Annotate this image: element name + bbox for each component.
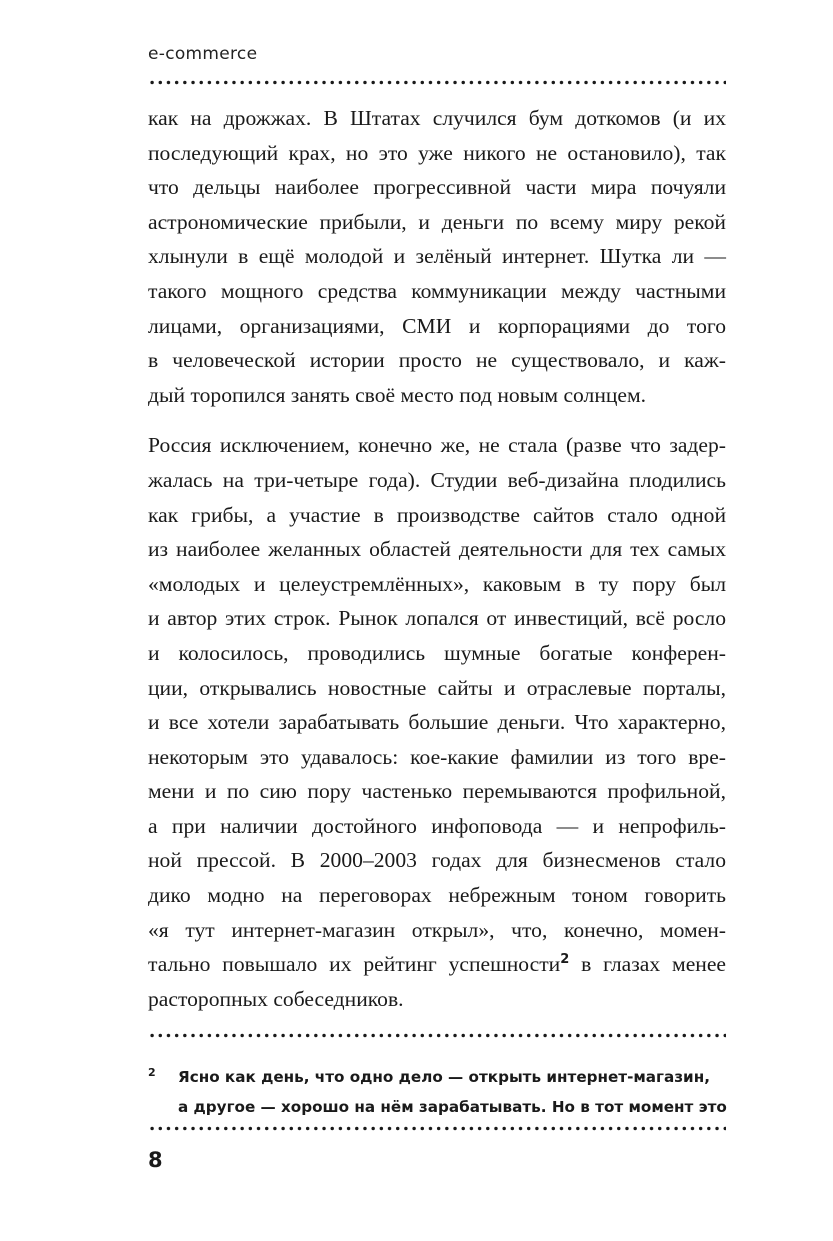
bottom-dotted-rule bbox=[148, 1126, 726, 1131]
page-number: 8 bbox=[148, 1148, 163, 1172]
text-line: Россия исключением, конечно же, не стала (разве что задер- bbox=[148, 433, 726, 458]
top-dotted-rule bbox=[148, 80, 726, 85]
text-line: расторопных собеседников. bbox=[148, 986, 404, 1011]
text-line: «я тут интернет-магазин открыл», что, конечно, момен- bbox=[148, 917, 726, 942]
text-line: как грибы, а участие в производстве сайтов стало одной bbox=[148, 502, 726, 527]
text-segment: тально повышало их рейтинг успешности bbox=[148, 952, 561, 977]
text-line: как на дрожжах. В Штатах случился бум доткомов (и их bbox=[148, 106, 726, 130]
paragraph-1 bbox=[148, 101, 726, 412]
footnote-marker: 2 bbox=[148, 1066, 156, 1079]
text-line: мени и по сию пору частенько перемываются профильной, bbox=[148, 779, 726, 804]
footnote-body bbox=[178, 1062, 726, 1122]
text-line: последующий крах, но это уже никого не остановило), так bbox=[148, 140, 726, 165]
footnote-line: а другое — хорошо на нём зарабатывать. Но в тот момент это bbox=[178, 1098, 727, 1116]
text-line: а при наличии достойного инфоповода — и непрофиль- bbox=[148, 813, 726, 838]
text-line: что дельцы наиболее прогрессивной части мира почуяли bbox=[148, 175, 726, 200]
text-line: ции, открывались новостные сайты и отраслевые порталы, bbox=[148, 675, 726, 700]
text-line: дый торопился занять своё место под новым солнцем. bbox=[148, 382, 647, 407]
footnote bbox=[148, 1062, 726, 1122]
running-head: e-commerce bbox=[148, 44, 258, 64]
text-line: из наиболее желанных областей деятельности для тех самых bbox=[148, 537, 726, 562]
text-line: и все хотели зарабатывать большие деньги. Что характерно, bbox=[148, 710, 726, 735]
footnote-line: Ясно как день, что одно дело — открыть интернет-магазин, bbox=[178, 1068, 710, 1086]
text-line: жалась на три-четыре года). Студии веб-дизайна плодились bbox=[148, 467, 726, 492]
text-line: и колосилось, проводились шумные богатые конферен- bbox=[148, 640, 726, 665]
text-line: некоторым это удавалось: кое-какие фамилии из того вре- bbox=[148, 744, 726, 769]
text-line: ной прессой. В 2000–2003 годах для бизнесменов стало bbox=[148, 848, 726, 873]
body-text bbox=[148, 101, 726, 1016]
text-line: астрономические прибыли, и деньги по всему миру рекой bbox=[148, 209, 726, 234]
text-line: такого мощного средства коммуникации между частными bbox=[148, 278, 726, 303]
text-line: хлынули в ещё молодой и зелёный интернет. Шутка ли — bbox=[148, 244, 726, 269]
text-line: лицами, организациями, СМИ и корпорациями до того bbox=[148, 313, 726, 338]
paragraph-2 bbox=[148, 428, 726, 1016]
text-line: «молодых и целеустремлённых», каковым в ту пору был bbox=[148, 571, 726, 596]
text-line-with-footnote-ref bbox=[148, 947, 726, 982]
text-line: в человеческой истории просто не существовало, и каж- bbox=[148, 348, 726, 373]
footnote-reference[interactable]: 2 bbox=[560, 952, 570, 968]
text-line: дико модно на переговорах небрежным тоном говорить bbox=[148, 883, 726, 908]
footnote-dotted-rule bbox=[148, 1033, 726, 1038]
text-line: и автор этих строк. Рынок лопался от инвестиций, всё росло bbox=[148, 606, 726, 631]
text-segment: в глазах менее bbox=[569, 952, 726, 977]
